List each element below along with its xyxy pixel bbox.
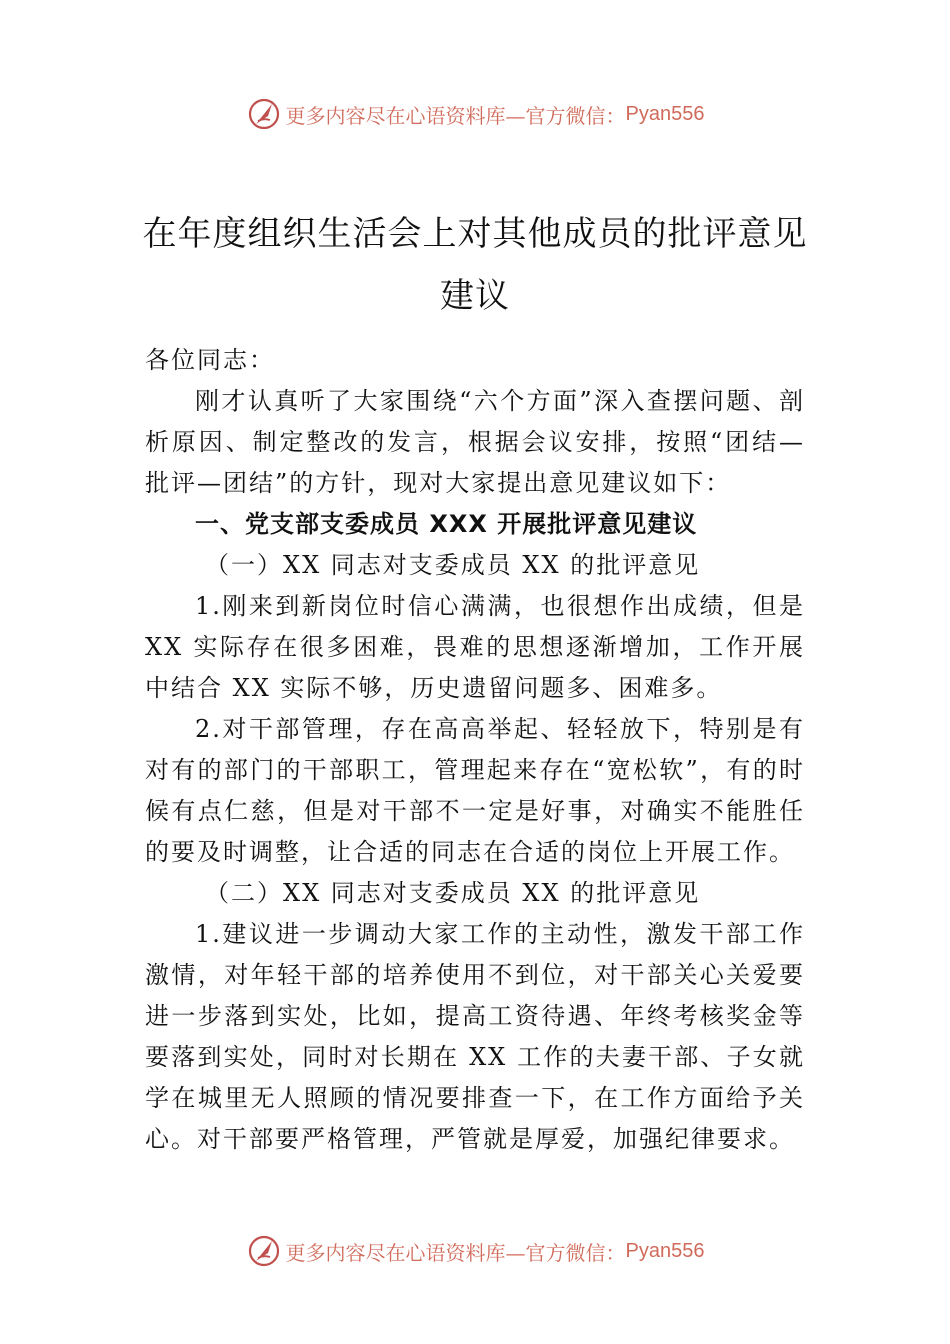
paragraph-item: 1.建议进一步调动大家工作的主动性，激发干部工作激情，对年轻干部的培养使用不到位，对干部关心关爱要进一步落到实处，比如，提高工资待遇、年终考核奖金等要落到实处，同时对长期在 XX 工作的夫妻干部、子女就学在城里无人照顾的情况要排查一下，在工作方面给予关心。对干部要严格管理，严管就是厚爱，加强纪律要求。 <box>145 920 805 1153</box>
section-heading: 一、党支部支委成员 XXX 开展批评意见建议 <box>195 510 698 538</box>
document-title: 在年度组织生活会上对其他成员的批评意见建议 <box>142 213 808 316</box>
quill-logo-icon <box>246 96 282 132</box>
intro-paragraph: 刚才认真听了大家围绕“六个方面”深入查摆问题、剖析原因、制定整改的发言，根据会议安排，按照“团结—批评—团结”的方针，现对大家提出意见建议如下： <box>145 387 805 497</box>
footer-watermark-banner <box>0 1231 950 1271</box>
quill-logo-icon <box>246 1233 282 1269</box>
watermark-wechat-id: Pyan556 <box>625 1239 705 1262</box>
salutation: 各位同志： <box>145 346 275 374</box>
watermark-wechat-id: Pyan556 <box>625 102 705 125</box>
paragraph-item: 1.刚来到新岗位时信心满满，也很想作出成绩，但是 XX 实际存在很多困难，畏难的思想逐渐增加，工作开展中结合 XX 实际不够，历史遗留问题多、困难多。 <box>145 592 805 702</box>
document-body <box>145 340 805 1160</box>
subsection-heading-2: （二）XX 同志对支委成员 XX 的批评意见 <box>205 879 701 907</box>
watermark-text: 更多内容尽在心语资料库—官方微信： <box>285 1240 626 1265</box>
watermark-text: 更多内容尽在心语资料库—官方微信： <box>285 103 626 128</box>
paragraph-item: 2.对干部管理，存在高高举起、轻轻放下，特别是有对有的部门的干部职工，管理起来存在“宽松软”，有的时候有点仁慈，但是对干部不一定是好事，对确实不能胜任的要及时调整，让合适的同志在合适的岗位上开展工作。 <box>145 715 805 866</box>
header-watermark-banner <box>0 94 950 134</box>
subsection-heading-1: （一）XX 同志对支委成员 XX 的批评意见 <box>205 551 701 579</box>
